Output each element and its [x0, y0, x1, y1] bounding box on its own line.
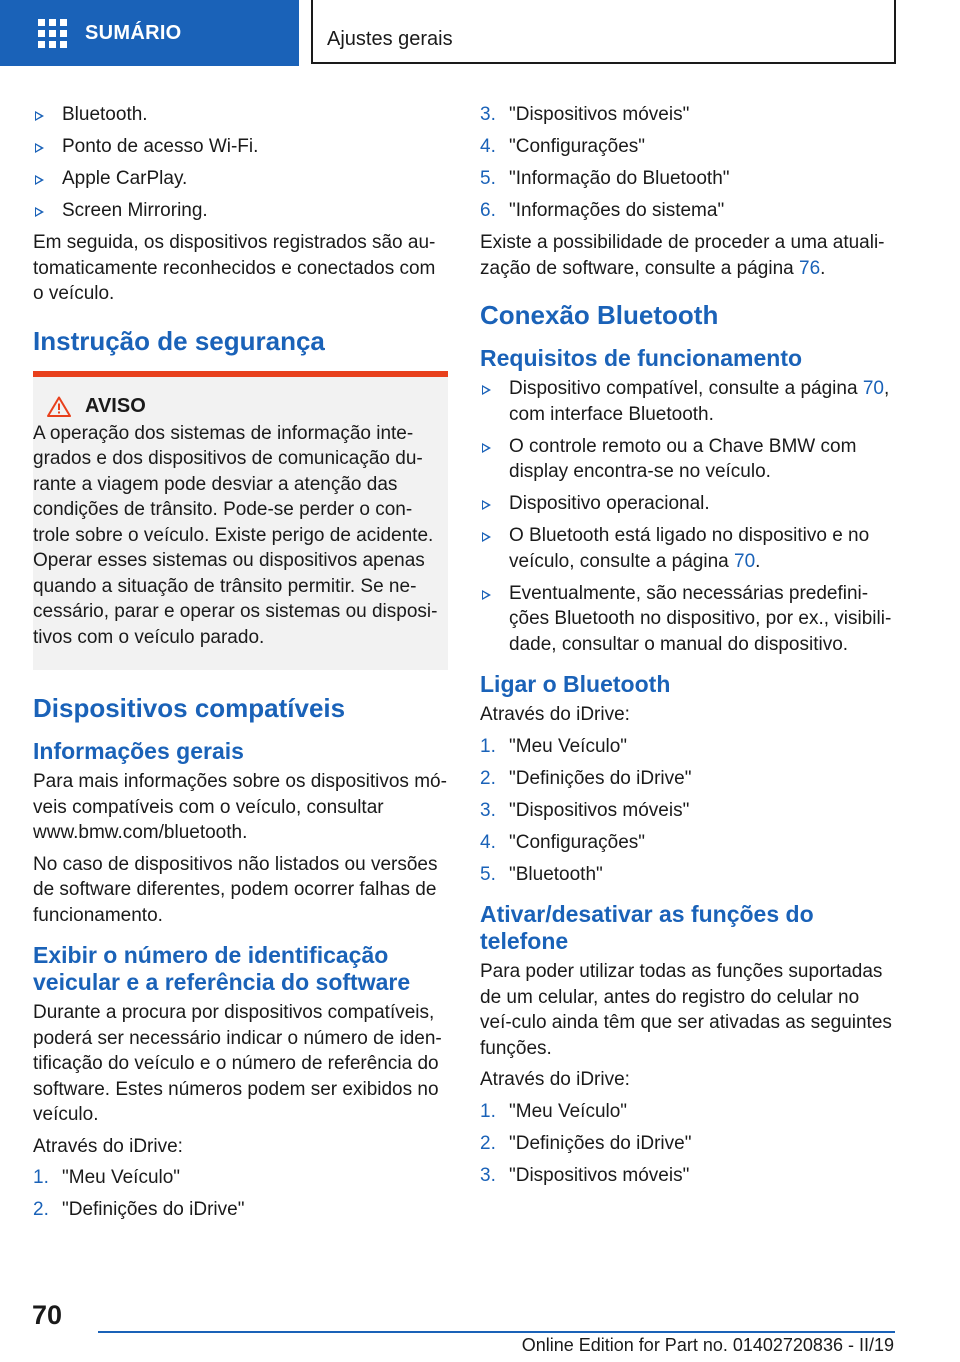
list-item: Dispositivo compatível, consulte a página 70, com interface Bluetooth.: [480, 376, 895, 427]
vin-paragraph: Durante a procura por dispositivos compatíveis, poderá ser necessário indicar o número de iden-tificação do veículo e o número de referência do software. Estes números podem ser exibidos no veículo.: [33, 1002, 442, 1125]
page-link-70[interactable]: 70: [862, 378, 884, 399]
list-item: 3. "Dispositivos móveis": [480, 102, 895, 128]
bluetooth-connection-heading: Conexão Bluetooth: [480, 300, 719, 330]
warning-box: [33, 371, 448, 671]
list-item: 5. "Bluetooth": [480, 862, 895, 888]
bullet-triangle-icon: [482, 443, 491, 453]
list-item: 2. "Definições do iDrive": [33, 1197, 448, 1223]
page-number: 70: [32, 1300, 63, 1330]
list-item: Bluetooth.: [33, 102, 448, 128]
connect-idrive-intro: Através do iDrive:: [480, 704, 630, 725]
list-item: 2. "Definições do iDrive": [480, 766, 895, 792]
grid-menu-icon: [38, 19, 67, 48]
step-number: 2.: [480, 1132, 496, 1154]
step-number: 1.: [33, 1167, 49, 1188]
compatible-devices-heading: Dispositivos compatíveis: [33, 693, 346, 723]
phone-idrive-intro: Através do iDrive:: [480, 1069, 630, 1090]
page-link-70[interactable]: 70: [734, 550, 756, 572]
vin-idrive-intro: Através do iDrive:: [33, 1135, 183, 1157]
step-number: 3.: [480, 1164, 496, 1186]
phone-functions-paragraph: Para poder utilizar todas as funções suportadas de um celular, antes do registro do celular no veí-culo ainda têm que ser ativadas as seguintes funções.: [480, 961, 892, 1059]
section-title: Ajustes gerais: [327, 28, 453, 50]
continued-steps-list: [480, 102, 895, 224]
list-item: O Bluetooth está ligado no dispositivo e no veículo, consulte a página 70.: [480, 523, 895, 574]
list-item: O controle remoto ou a Chave BMW com display encontra-se no veículo.: [480, 434, 895, 485]
step-number: 3.: [480, 104, 496, 125]
section-title-tab: [311, 0, 896, 64]
warning-header: [33, 395, 444, 418]
bullet-triangle-icon: [35, 111, 44, 121]
step-number: 4.: [480, 831, 496, 853]
general-info-paragraph-2: No caso de dispositivos não listados ou versões de software diferentes, podem ocorrer falhas de funcionamento.: [33, 853, 438, 926]
list-item: 6. "Informações do sistema": [480, 198, 895, 224]
update-paragraph: Existe a possibilidade de proceder a uma atuali-zação de software, consulte a página 76.: [480, 232, 885, 279]
step-number: 6.: [480, 200, 496, 221]
general-info-heading: Informações gerais: [33, 738, 244, 764]
step-number: 1.: [480, 1100, 496, 1122]
step-number: 1.: [480, 735, 496, 757]
bullet-triangle-icon: [482, 532, 491, 542]
list-item: Ponto de acesso Wi-Fi.: [33, 134, 448, 160]
warning-body: A operação dos sistemas de informação inte-grados e dos dispositivos de comunicação du-rante a viagem pode desviar a atenção das condições de trânsito. Pode-se perder o con-trole sobre o veículo. Existe perigo de acidente. Operar esses sistemas ou dispositivos apenas quando a situação de trânsito permitir. Se ne-cessário, parar e operar os sistemas ou disposi-tivos com o veículo parado.: [33, 422, 438, 648]
list-item: 3. "Dispositivos móveis": [480, 798, 895, 824]
connect-bluetooth-heading: Ligar o Bluetooth: [480, 671, 671, 697]
vin-heading: Exibir o número de identificação veicular e a referência do software: [33, 942, 411, 995]
list-item: Dispositivo operacional.: [480, 491, 895, 517]
bullet-triangle-icon: [35, 143, 44, 153]
phone-steps-list: [480, 1099, 895, 1189]
list-item: 1. "Meu Veículo": [480, 1099, 895, 1125]
right-column: [480, 102, 895, 1195]
bullet-triangle-icon: [482, 385, 491, 395]
requirements-heading: Requisitos de funcionamento: [480, 345, 803, 371]
bullet-triangle-icon: [35, 207, 44, 217]
edition-footer: Online Edition for Part no. 01402720836 - II/19: [521, 1335, 894, 1355]
connect-steps-list: [480, 734, 895, 888]
list-item: Eventualmente, são necessárias predefini-ções Bluetooth no dispositivo, por ex., visibili-dade, consultar o manual do dispositivo.: [480, 581, 895, 658]
step-number: 2.: [33, 1199, 49, 1220]
vin-steps-list: [33, 1165, 448, 1223]
step-number: 5.: [480, 168, 496, 189]
list-item: 5. "Informação do Bluetooth": [480, 166, 895, 192]
intro-bullet-list: [33, 102, 448, 224]
list-item: 4. "Configurações": [480, 830, 895, 856]
list-item: 1. "Meu Veículo": [480, 734, 895, 760]
left-column: [33, 102, 448, 1229]
list-item: Apple CarPlay.: [33, 166, 448, 192]
footer-divider: [98, 1331, 895, 1333]
step-number: 5.: [480, 863, 496, 885]
safety-heading: Instrução de segurança: [33, 325, 325, 356]
toc-label: SUMÁRIO: [85, 21, 182, 44]
list-item: 2. "Definições do iDrive": [480, 1131, 895, 1157]
step-number: 2.: [480, 767, 496, 789]
bullet-triangle-icon: [482, 500, 491, 510]
general-info-paragraph-1: Para mais informações sobre os dispositivos mó-veis compatíveis com o veículo, consultar www.bmw.com/bluetooth.: [33, 771, 447, 843]
warning-title: AVISO: [85, 394, 146, 417]
list-item: Screen Mirroring.: [33, 198, 448, 224]
bullet-triangle-icon: [35, 175, 44, 185]
requirements-list: [480, 376, 895, 657]
list-item: 4. "Configurações": [480, 134, 895, 160]
warning-triangle-icon: [47, 396, 71, 417]
intro-paragraph: Em seguida, os dispositivos registrados são au-tomaticamente reconhecidos e conectados com o veículo.: [33, 232, 436, 304]
page-link-76[interactable]: 76: [799, 257, 821, 279]
list-item: 3. "Dispositivos móveis": [480, 1163, 895, 1189]
step-number: 4.: [480, 136, 496, 157]
list-item: 1. "Meu Veículo": [33, 1165, 448, 1191]
toc-button[interactable]: [0, 0, 299, 66]
phone-functions-heading: Ativar/desativar as funções do telefone: [480, 901, 814, 954]
bullet-triangle-icon: [482, 590, 491, 600]
step-number: 3.: [480, 799, 496, 821]
